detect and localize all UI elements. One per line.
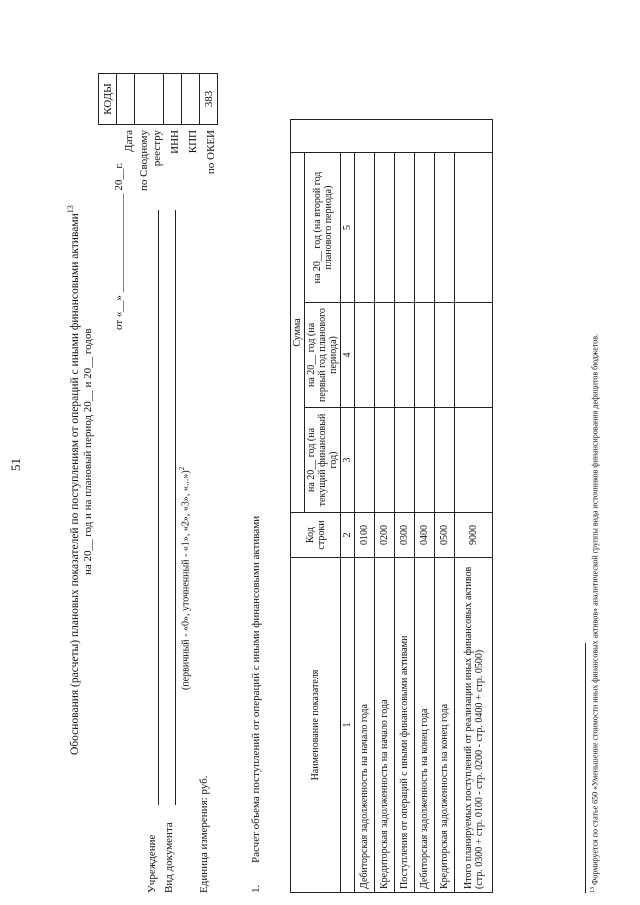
row-y2-cell[interactable] <box>415 303 435 408</box>
codes-labels <box>120 130 220 200</box>
doctype-underline <box>175 210 176 805</box>
row-code: 0400 <box>415 513 435 558</box>
unit-label: Единица измерения: руб. <box>198 775 210 893</box>
row-y2-cell[interactable] <box>395 303 415 408</box>
col-number-3: 3 <box>341 408 355 513</box>
hdr-code: Код строки <box>291 513 341 558</box>
row-name: Дебиторская задолженность на начало года <box>355 558 375 893</box>
codes-label-date: Дата <box>123 130 135 152</box>
codes-label-okei: по ОКЕИ <box>205 130 217 175</box>
page-number: 51 <box>8 458 23 471</box>
table-row <box>455 120 493 893</box>
row-y3-cell[interactable] <box>455 153 493 303</box>
codes-value-date[interactable] <box>117 74 135 125</box>
hdr-sum: Сумма <box>291 153 305 513</box>
row-name: Дебиторская задолженность на конец года <box>415 558 435 893</box>
org-underline <box>158 210 159 805</box>
form-title <box>66 205 81 755</box>
row-name: Кредиторская задолженность на конец года <box>435 558 455 893</box>
row-y3-cell[interactable] <box>395 153 415 303</box>
doctype-label: Вид документа <box>163 822 175 893</box>
row-y3-cell[interactable] <box>355 153 375 303</box>
codes-table <box>98 73 218 125</box>
row-name: Кредиторская задолженность на начало года <box>375 558 395 893</box>
section-title: Расчет объема поступлений от операций с иными финансовыми активами <box>250 515 262 863</box>
col-number-4: 4 <box>341 303 355 408</box>
row-y1-cell[interactable] <box>395 408 415 513</box>
hdr-year2: на 20__ год (на первый год планового периода) <box>305 303 341 408</box>
form-title-text: Обоснования (расчеты) плановых показателей по поступлениям от операций с иными финансовыми активами <box>68 213 81 755</box>
row-code: 0200 <box>375 513 395 558</box>
row-y1-cell[interactable] <box>435 408 455 513</box>
footnote-rule <box>585 643 586 893</box>
codes-label-kpp: КПП <box>187 130 199 154</box>
title-footnote-mark: 13 <box>66 205 75 214</box>
hdr-year3: на 20__ год (на второй год планового периода) <box>305 153 341 303</box>
doctype-note-mark: 2 <box>178 466 186 471</box>
section-number: 1. <box>250 884 262 893</box>
row-y2-cell[interactable] <box>435 303 455 408</box>
row-code: 0500 <box>435 513 455 558</box>
row-code: 0300 <box>395 513 415 558</box>
hdr-name: Наименование показателя <box>291 558 341 893</box>
period-line: на 20__ год и на плановый период 20__ и 20__ годов <box>82 328 94 575</box>
row-y1-cell[interactable] <box>415 408 435 513</box>
main-table <box>290 119 493 893</box>
codes-label-inn: ИНН <box>169 130 181 154</box>
row-y1-cell[interactable] <box>375 408 395 513</box>
codes-label-registry: по Сводному реестру <box>138 130 163 192</box>
table-row <box>415 120 435 893</box>
empty-column <box>291 120 493 153</box>
col-number-1: 1 <box>341 558 355 893</box>
codes-value-registry[interactable] <box>135 74 164 125</box>
row-code: 9000 <box>455 513 493 558</box>
table-row <box>375 120 395 893</box>
row-y2-cell[interactable] <box>355 303 375 408</box>
footnote-text: Формируется по статье 650 «Уменьшение стоимости иных финансовых активов» аналитической группы вида источников финансирования дефицитов бюджетов. <box>590 333 600 885</box>
row-y3-cell[interactable] <box>415 153 435 303</box>
table-row <box>435 120 455 893</box>
row-y1-cell[interactable] <box>455 408 493 513</box>
section-heading <box>250 516 262 893</box>
table-row <box>395 120 415 893</box>
row-y3-cell[interactable] <box>435 153 455 303</box>
codes-header: КОДЫ <box>99 74 117 125</box>
footnote-mark: 13 <box>590 887 596 893</box>
codes-value-inn[interactable] <box>164 74 182 125</box>
row-name: Поступления от операций с иными финансовыми активами <box>395 558 415 893</box>
hdr-year1: на 20__ год (на текущий финансовый год) <box>305 408 341 513</box>
doctype-note <box>178 467 191 690</box>
col-number-5: 5 <box>341 153 355 303</box>
row-name: Итого планируемых поступлений от реализации иных финансовых активов (стр. 0300 + стр. 0100 - стр. 0200 - стр. 0400 + стр. 0500) <box>455 558 493 893</box>
row-y2-cell[interactable] <box>375 303 395 408</box>
row-y2-cell[interactable] <box>455 303 493 408</box>
row-code: 0100 <box>355 513 375 558</box>
org-label: Учреждение <box>146 834 158 893</box>
footnote <box>590 334 600 893</box>
doctype-note-text: (первичный - «0», уточненный - «1», «2», «3», «...») <box>180 470 192 690</box>
row-y3-cell[interactable] <box>375 153 395 303</box>
row-y1-cell[interactable] <box>355 408 375 513</box>
col-number-2: 2 <box>341 513 355 558</box>
codes-value-okei[interactable]: 383 <box>200 74 218 125</box>
date-line: от «__» __________________ 20__г. <box>113 162 125 330</box>
codes-value-kpp[interactable] <box>182 74 200 125</box>
table-row <box>355 120 375 893</box>
